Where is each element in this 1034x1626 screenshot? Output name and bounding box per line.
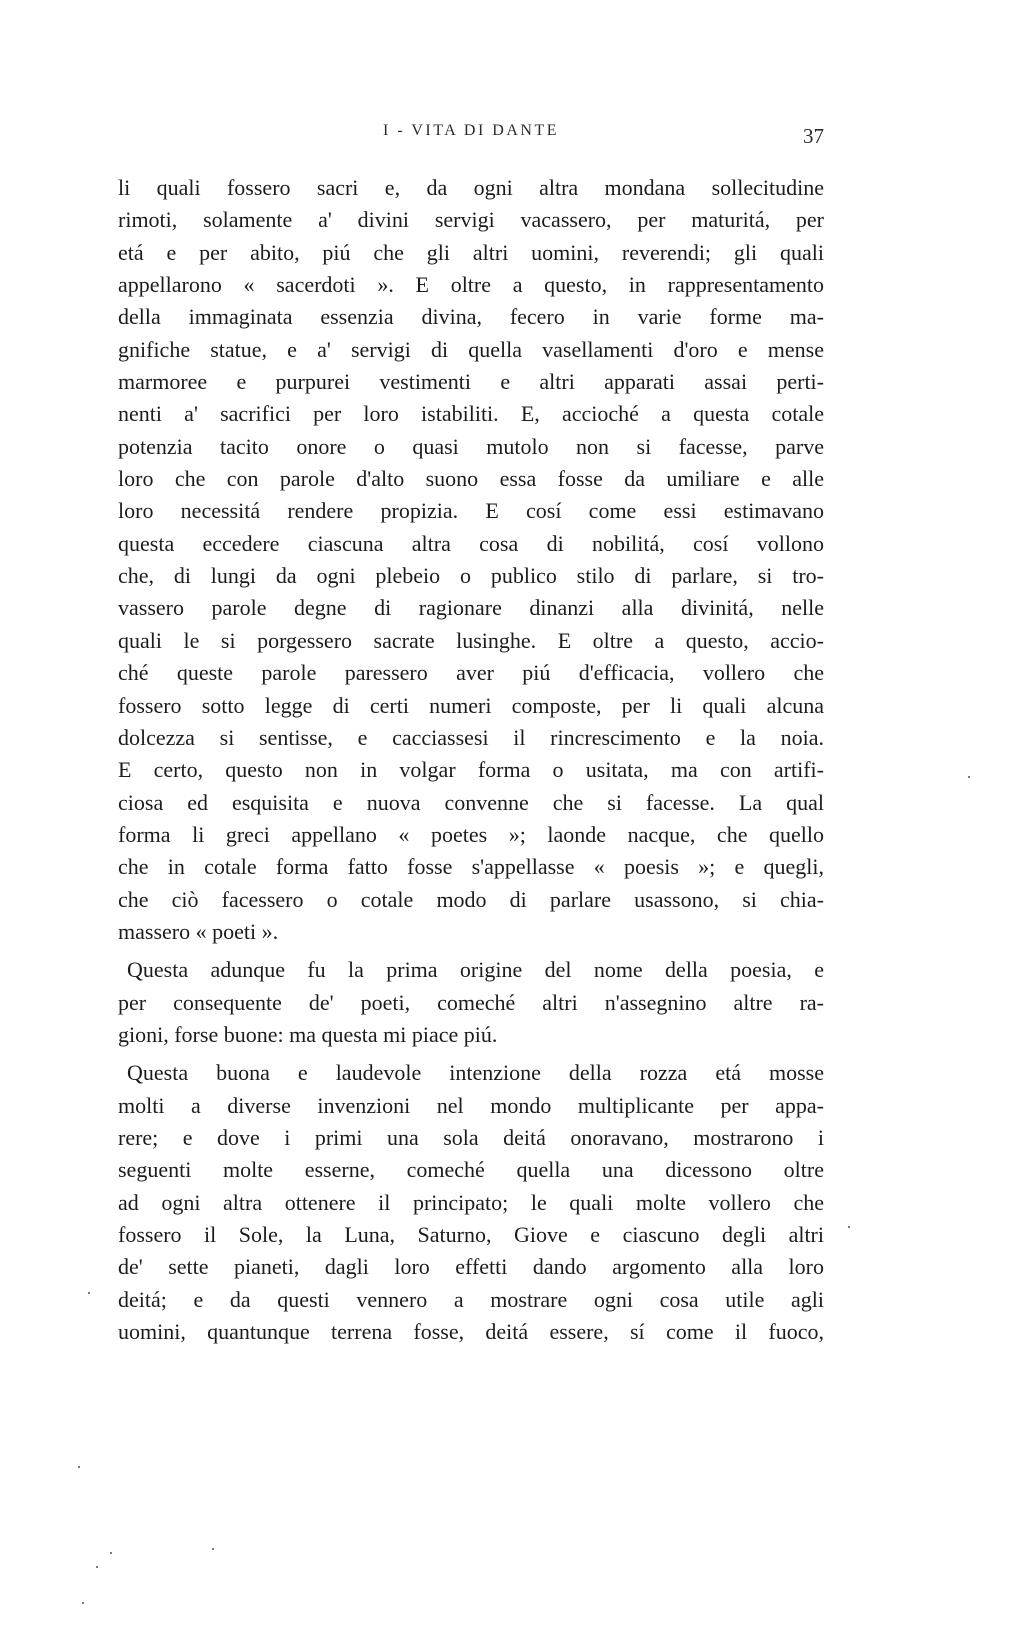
scan-speck <box>96 1566 98 1568</box>
text-line: gioni, forse buone: ma questa mi piace piú. <box>118 1021 498 1047</box>
text-line: deitá; e da questi vennero a mostrare ogni cosa utile agli <box>118 1286 824 1312</box>
text-line: massero « poeti ». <box>118 918 279 944</box>
text-line: forma li greci appellano « poetes »; laonde nacque, che quello <box>118 821 824 847</box>
body-text <box>118 172 824 1348</box>
text-line: fossero sotto legge di certi numeri composte, per li quali alcuna <box>118 692 824 718</box>
text-line: appellarono « sacerdoti ». E oltre a questo, in rappresentamento <box>118 272 824 298</box>
paragraph <box>118 172 824 948</box>
text-line: che, di lungi da ogni plebeio o publico stilo di parlare, si tro- <box>118 563 824 589</box>
text-line: etá e per abito, piú che gli altri uomini, reverendi; gli quali <box>118 239 824 265</box>
text-line: che ciò facessero o cotale modo di parlare usassono, si chia- <box>118 886 824 912</box>
scan-speck <box>88 1292 90 1294</box>
text-line: gnifiche statue, e a' servigi di quella vasellamenti d'oro e mense <box>118 336 824 362</box>
text-line: quali le si porgessero sacrate lusinghe. E oltre a questo, accio- <box>118 627 824 653</box>
running-head <box>118 122 824 152</box>
scan-speck <box>968 776 970 778</box>
text-line: rere; e dove i primi una sola deitá onoravano, mostrarono i <box>118 1124 824 1150</box>
paragraph <box>118 1057 824 1348</box>
text-line: loro necessitá rendere propizia. E cosí come essi estimavano <box>118 498 824 524</box>
text-line: molti a diverse invenzioni nel mondo multiplicante per appa- <box>118 1092 824 1118</box>
scan-speck <box>78 1466 80 1468</box>
paragraph <box>118 954 824 1051</box>
text-line: ad ogni altra ottenere il principato; le quali molte vollero che <box>118 1189 824 1215</box>
text-line: Questa buona e laudevole intenzione della rozza etá mosse <box>127 1060 824 1086</box>
text-line: uomini, quantunque terrena fosse, deitá essere, sí come il fuoco, <box>118 1319 824 1345</box>
text-line: per consequente de' poeti, comeché altri n'assegnino altre ra- <box>118 989 824 1015</box>
text-line: vassero parole degne di ragionare dinanzi alla divinitá, nelle <box>118 595 824 621</box>
text-line: E certo, questo non in volgar forma o usitata, ma con artifi- <box>118 757 824 783</box>
scan-speck <box>848 1226 850 1228</box>
text-line: dolcezza si sentisse, e cacciassesi il rincrescimento e la noia. <box>118 724 824 750</box>
text-line: fossero il Sole, la Luna, Saturno, Giove e ciascuno degli altri <box>118 1222 824 1247</box>
text-line: della immaginata essenzia divina, fecero in varie forme ma- <box>118 304 824 330</box>
text-line: che in cotale forma fatto fosse s'appellasse « poesis »; e quegli, <box>118 854 824 880</box>
text-line: questa eccedere ciascuna altra cosa di nobilitá, cosí vollono <box>118 530 824 556</box>
running-title: I - VITA DI DANTE <box>382 122 559 139</box>
text-line: marmoree e purpurei vestimenti e altri apparati assai perti- <box>118 369 824 395</box>
text-line: loro che con parole d'alto suono essa fosse da umiliare e alle <box>118 466 824 492</box>
scan-speck <box>212 1548 214 1550</box>
page-number: 37 <box>803 124 824 148</box>
text-line: li quali fossero sacri e, da ogni altra mondana sollecitudine <box>118 175 824 200</box>
text-line: ciosa ed esquisita e nuova convenne che si facesse. La qual <box>118 789 824 815</box>
text-line: potenzia tacito onore o quasi mutolo non si facesse, parve <box>118 433 824 459</box>
text-line: de' sette pianeti, dagli loro effetti dando argomento alla loro <box>118 1254 824 1280</box>
text-line: Questa adunque fu la prima origine del nome della poesia, e <box>127 957 824 983</box>
text-line: ché queste parole paressero aver piú d'efficacia, vollero che <box>118 660 824 686</box>
scan-speck <box>110 1552 112 1554</box>
scan-speck <box>82 1602 84 1604</box>
text-line: seguenti molte esserne, comeché quella una dicessono oltre <box>118 1157 824 1183</box>
text-line: rimoti, solamente a' divini servigi vacassero, per maturitá, per <box>118 207 824 233</box>
text-line: nenti a' sacrifici per loro istabiliti. E, accioché a questa cotale <box>118 401 824 427</box>
